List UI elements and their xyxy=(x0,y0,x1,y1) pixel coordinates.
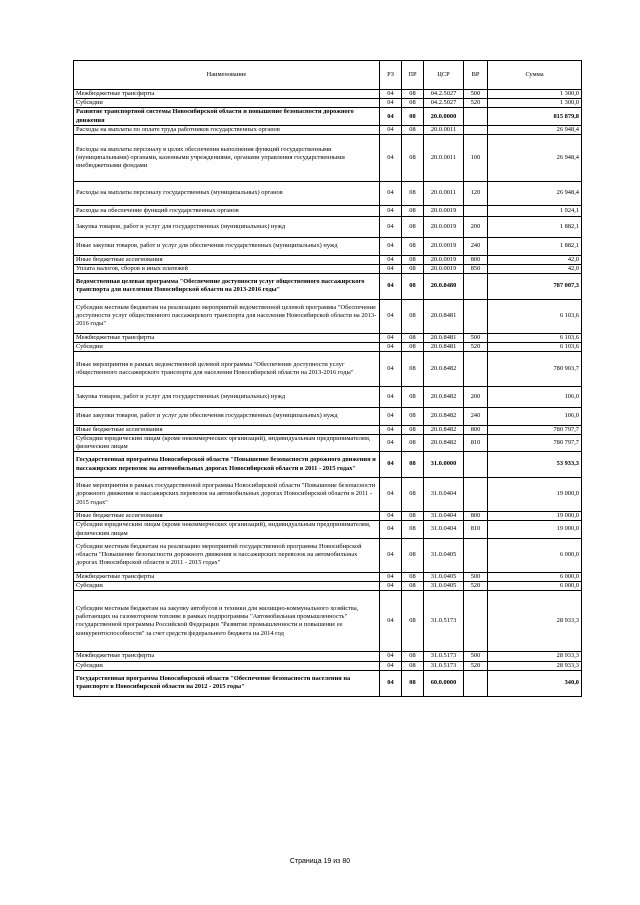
cell-rz: 04 xyxy=(380,408,402,425)
cell-csr: 20.0.0011 xyxy=(424,181,464,205)
cell-sum: 780 797,7 xyxy=(488,434,582,451)
cell-csr: 31.0.0404 xyxy=(424,477,464,511)
cell-vr: 120 xyxy=(464,181,488,205)
cell-csr: 20.0.0019 xyxy=(424,216,464,238)
cell-name: Закупка товаров, работ и услуг для государственных (муниципальных) нужд xyxy=(74,386,380,408)
cell-csr: 20.0.8480 xyxy=(424,273,464,299)
cell-vr: 800 xyxy=(464,255,488,264)
table-header-row xyxy=(74,61,582,90)
table-row xyxy=(74,125,582,134)
header-name: Наименование xyxy=(74,61,380,90)
cell-rz: 04 xyxy=(380,572,402,581)
cell-csr: 31.0.0404 xyxy=(424,512,464,521)
cell-pr: 08 xyxy=(402,99,424,108)
cell-rz: 04 xyxy=(380,434,402,451)
table-row xyxy=(74,216,582,238)
cell-sum: 1 300,0 xyxy=(488,90,582,99)
cell-pr: 08 xyxy=(402,582,424,591)
cell-pr: 08 xyxy=(402,408,424,425)
table-row xyxy=(74,90,582,99)
cell-pr: 08 xyxy=(402,238,424,255)
cell-csr: 31.0.5173 xyxy=(424,652,464,661)
cell-name: Иные бюджетные ассигнования xyxy=(74,512,380,521)
cell-name: Развитие транспортной системы Новосибирской области и повышение безопасности дорожного движения xyxy=(74,108,380,125)
cell-pr: 08 xyxy=(402,181,424,205)
table-row xyxy=(74,352,582,386)
cell-sum: 1 924,1 xyxy=(488,205,582,216)
cell-vr xyxy=(464,452,488,478)
cell-vr: 500 xyxy=(464,333,488,342)
cell-csr: 04.2.5027 xyxy=(424,90,464,99)
cell-pr: 08 xyxy=(402,343,424,352)
cell-sum: 815 879,8 xyxy=(488,108,582,125)
cell-name: Межбюджетные трансферты xyxy=(74,333,380,342)
cell-pr: 08 xyxy=(402,352,424,386)
table-row xyxy=(74,299,582,333)
table-row xyxy=(74,181,582,205)
cell-sum: 26 948,4 xyxy=(488,181,582,205)
cell-sum: 26 948,4 xyxy=(488,135,582,182)
cell-vr: 200 xyxy=(464,386,488,408)
cell-rz: 04 xyxy=(380,538,402,572)
cell-sum: 6 000,0 xyxy=(488,582,582,591)
cell-sum: 53 933,3 xyxy=(488,452,582,478)
cell-sum: 340,0 xyxy=(488,670,582,696)
cell-vr: 100 xyxy=(464,135,488,182)
cell-name: Государственная программа Новосибирской области "Повышение безопасности дорожного движения и пассажирских перевозок на автомобильных дорогах Новосибирской области в 2011 - 2015 годах" xyxy=(74,452,380,478)
cell-name: Субсидии xyxy=(74,343,380,352)
cell-sum: 6 103,6 xyxy=(488,343,582,352)
cell-name: Расходы на обеспечение функций государственных органов xyxy=(74,205,380,216)
cell-pr: 08 xyxy=(402,538,424,572)
cell-vr xyxy=(464,299,488,333)
table-row xyxy=(74,661,582,670)
cell-rz: 04 xyxy=(380,477,402,511)
cell-name: Субсидии xyxy=(74,582,380,591)
cell-csr: 20.0.8481 xyxy=(424,343,464,352)
table-row xyxy=(74,264,582,273)
cell-csr: 31.0.0405 xyxy=(424,538,464,572)
cell-sum: 6 000,0 xyxy=(488,538,582,572)
cell-csr: 20.0.8481 xyxy=(424,299,464,333)
table-row xyxy=(74,99,582,108)
cell-sum: 6 103,6 xyxy=(488,299,582,333)
cell-sum: 106,0 xyxy=(488,408,582,425)
cell-name: Межбюджетные трансферты xyxy=(74,652,380,661)
cell-sum: 42,0 xyxy=(488,255,582,264)
cell-vr: 500 xyxy=(464,572,488,581)
cell-csr: 20.0.0019 xyxy=(424,255,464,264)
cell-rz: 04 xyxy=(380,352,402,386)
cell-vr: 810 xyxy=(464,521,488,538)
table-row xyxy=(74,386,582,408)
table-row xyxy=(74,108,582,125)
cell-name: Субсидии юридическим лицам (кроме некоммерческих организаций), индивидуальным предпринимателям, физическим лицам xyxy=(74,521,380,538)
cell-sum: 1 882,1 xyxy=(488,238,582,255)
cell-vr: 240 xyxy=(464,238,488,255)
cell-pr: 08 xyxy=(402,108,424,125)
cell-name: Уплата налогов, сборов и иных платежей xyxy=(74,264,380,273)
cell-rz: 04 xyxy=(380,264,402,273)
cell-sum: 780 797,7 xyxy=(488,425,582,434)
cell-vr: 520 xyxy=(464,661,488,670)
cell-pr: 08 xyxy=(402,264,424,273)
cell-rz: 04 xyxy=(380,452,402,478)
cell-csr: 20.0.0019 xyxy=(424,205,464,216)
cell-rz: 04 xyxy=(380,90,402,99)
cell-pr: 08 xyxy=(402,205,424,216)
cell-pr: 08 xyxy=(402,434,424,451)
cell-name: Субсидии местным бюджетам на закупку автобусов и техники для жилищно-коммунального хозяйства, работающих на газомоторном топливе в рамках подпрограммы "Автомобильная промышленность" государственной программы Российской Федерации "Развитие промышленности и повышение ее конкурентоспособности" за счет средств федерального бюджета на 2014 год xyxy=(74,591,380,652)
cell-csr: 04.2.5027 xyxy=(424,99,464,108)
cell-vr: 500 xyxy=(464,652,488,661)
table-row xyxy=(74,425,582,434)
cell-csr: 20.0.0011 xyxy=(424,135,464,182)
table-row xyxy=(74,205,582,216)
cell-vr: 800 xyxy=(464,425,488,434)
cell-csr: 20.0.8482 xyxy=(424,352,464,386)
cell-sum: 787 007,3 xyxy=(488,273,582,299)
cell-vr xyxy=(464,125,488,134)
cell-rz: 04 xyxy=(380,386,402,408)
cell-sum: 1 300,0 xyxy=(488,99,582,108)
cell-vr xyxy=(464,591,488,652)
table-row xyxy=(74,343,582,352)
cell-rz: 04 xyxy=(380,238,402,255)
cell-sum: 6 000,0 xyxy=(488,572,582,581)
table-row xyxy=(74,333,582,342)
cell-pr: 08 xyxy=(402,591,424,652)
cell-csr: 20.0.8482 xyxy=(424,386,464,408)
cell-name: Субсидии юридическим лицам (кроме некоммерческих организаций), индивидуальным предпринимателям, физическим лицам xyxy=(74,434,380,451)
cell-rz: 04 xyxy=(380,582,402,591)
cell-rz: 04 xyxy=(380,670,402,696)
cell-pr: 08 xyxy=(402,255,424,264)
cell-vr: 520 xyxy=(464,582,488,591)
cell-csr: 20.0.0019 xyxy=(424,238,464,255)
cell-rz: 04 xyxy=(380,652,402,661)
cell-pr: 08 xyxy=(402,135,424,182)
cell-csr: 31.0.0405 xyxy=(424,582,464,591)
cell-vr xyxy=(464,273,488,299)
cell-name: Расходы на выплаты персоналу государственных (муниципальных) органов xyxy=(74,181,380,205)
cell-sum: 26 948,4 xyxy=(488,125,582,134)
cell-name: Межбюджетные трансферты xyxy=(74,572,380,581)
budget-table xyxy=(73,60,582,697)
cell-name: Субсидии местным бюджетам на реализацию мероприятий ведомственной целевой программы "Обеспечение доступности услуг общественного пассажирского транспорта для населения Новосибирской области на 2013-2016 годы" xyxy=(74,299,380,333)
cell-rz: 04 xyxy=(380,591,402,652)
cell-rz: 04 xyxy=(380,273,402,299)
cell-vr: 800 xyxy=(464,512,488,521)
table-row xyxy=(74,512,582,521)
cell-pr: 08 xyxy=(402,661,424,670)
cell-sum: 28 933,3 xyxy=(488,652,582,661)
table-row xyxy=(74,591,582,652)
cell-rz: 04 xyxy=(380,108,402,125)
cell-vr xyxy=(464,477,488,511)
cell-rz: 04 xyxy=(380,333,402,342)
cell-sum: 28 933,3 xyxy=(488,661,582,670)
cell-sum: 780 903,7 xyxy=(488,352,582,386)
cell-csr: 20.0.8482 xyxy=(424,434,464,451)
cell-csr: 20.0.0019 xyxy=(424,264,464,273)
table-row xyxy=(74,408,582,425)
cell-pr: 08 xyxy=(402,477,424,511)
cell-rz: 04 xyxy=(380,181,402,205)
header-rz: РЗ xyxy=(380,61,402,90)
cell-name: Субсидии xyxy=(74,661,380,670)
header-pr: ПР xyxy=(402,61,424,90)
cell-rz: 04 xyxy=(380,135,402,182)
cell-name: Иные бюджетные ассигнования xyxy=(74,425,380,434)
cell-rz: 04 xyxy=(380,99,402,108)
cell-name: Иные мероприятия в рамках ведомственной целевой программы "Обеспечение доступности услуг общественного пассажирского транспорта для населения Новосибирской области на 2013-2016 годы" xyxy=(74,352,380,386)
table-row xyxy=(74,452,582,478)
page-footer: Страница 19 из 80 xyxy=(289,858,351,865)
cell-sum: 42,0 xyxy=(488,264,582,273)
cell-name: Государственная программа Новосибирской области "Обеспечение безопасности населения на транспорте в Новосибирской области на 2012 - 2015 годы" xyxy=(74,670,380,696)
cell-pr: 08 xyxy=(402,273,424,299)
cell-sum: 6 103,6 xyxy=(488,333,582,342)
cell-csr: 31.0.5173 xyxy=(424,591,464,652)
cell-rz: 04 xyxy=(380,255,402,264)
cell-name: Субсидии местным бюджетам на реализацию мероприятий государственной программы Новосибирской области "Повышение безопасности дорожного движения и пассажирских перевозок на автомобильных дорогах Новосибирской области в 2011 - 2015 годах" xyxy=(74,538,380,572)
cell-csr: 20.0.8482 xyxy=(424,408,464,425)
cell-csr: 31.0.0404 xyxy=(424,521,464,538)
cell-vr xyxy=(464,352,488,386)
cell-sum: 1 882,1 xyxy=(488,216,582,238)
cell-sum: 19 000,0 xyxy=(488,477,582,511)
cell-csr: 20.0.0011 xyxy=(424,125,464,134)
cell-rz: 04 xyxy=(380,512,402,521)
cell-name: Иные бюджетные ассигнования xyxy=(74,255,380,264)
cell-pr: 08 xyxy=(402,670,424,696)
cell-csr: 31.0.0000 xyxy=(424,452,464,478)
cell-csr: 20.0.8481 xyxy=(424,333,464,342)
cell-rz: 04 xyxy=(380,125,402,134)
cell-pr: 08 xyxy=(402,333,424,342)
cell-pr: 08 xyxy=(402,386,424,408)
cell-name: Закупка товаров, работ и услуг для государственных (муниципальных) нужд xyxy=(74,216,380,238)
cell-vr: 520 xyxy=(464,343,488,352)
cell-pr: 08 xyxy=(402,452,424,478)
cell-pr: 08 xyxy=(402,652,424,661)
cell-vr xyxy=(464,538,488,572)
cell-rz: 04 xyxy=(380,343,402,352)
table-row xyxy=(74,538,582,572)
cell-csr: 60.0.0000 xyxy=(424,670,464,696)
table-row xyxy=(74,477,582,511)
cell-csr: 31.0.5173 xyxy=(424,661,464,670)
cell-name: Иные закупки товаров, работ и услуг для обеспечения государственных (муниципальных) нужд xyxy=(74,408,380,425)
cell-pr: 08 xyxy=(402,521,424,538)
cell-name: Иные закупки товаров, работ и услуг для обеспечения государственных (муниципальных) нужд xyxy=(74,238,380,255)
cell-vr xyxy=(464,108,488,125)
cell-pr: 08 xyxy=(402,572,424,581)
table-row xyxy=(74,652,582,661)
cell-vr: 200 xyxy=(464,216,488,238)
table-row xyxy=(74,135,582,182)
cell-vr: 240 xyxy=(464,408,488,425)
cell-name: Межбюджетные трансферты xyxy=(74,90,380,99)
header-sum: Сумма xyxy=(488,61,582,90)
cell-name: Расходы на выплаты персоналу в целях обеспечения выполнения функций государственными (муниципальными) органами, казенными учреждениями, органами управления государственными внебюджетными фондами xyxy=(74,135,380,182)
cell-vr: 520 xyxy=(464,99,488,108)
cell-rz: 04 xyxy=(380,521,402,538)
cell-csr: 20.0.8482 xyxy=(424,425,464,434)
cell-pr: 08 xyxy=(402,125,424,134)
cell-pr: 08 xyxy=(402,299,424,333)
cell-pr: 08 xyxy=(402,425,424,434)
cell-csr: 31.0.0405 xyxy=(424,572,464,581)
cell-name: Субсидии xyxy=(74,99,380,108)
cell-csr: 20.0.0000 xyxy=(424,108,464,125)
cell-vr: 500 xyxy=(464,90,488,99)
cell-vr xyxy=(464,205,488,216)
header-vr: ВР xyxy=(464,61,488,90)
cell-pr: 08 xyxy=(402,512,424,521)
table-row xyxy=(74,255,582,264)
cell-name: Иные мероприятия в рамках государственной программы Новосибирской области "Повышение безопасности дорожного движения и пассажирских перевозок на автомобильных дорогах Новосибирской области в 2011 - 2015 годах" xyxy=(74,477,380,511)
cell-name: Расходы на выплаты по оплате труда работников государственных органов xyxy=(74,125,380,134)
table-row xyxy=(74,670,582,696)
cell-vr: 810 xyxy=(464,434,488,451)
table-row xyxy=(74,238,582,255)
cell-sum: 106,0 xyxy=(488,386,582,408)
cell-pr: 08 xyxy=(402,216,424,238)
cell-name: Ведомственная целевая программа "Обеспечение доступности услуг общественного пассажирского транспорта для населения Новосибирской области на 2013-2016 годы" xyxy=(74,273,380,299)
table-row xyxy=(74,273,582,299)
cell-sum: 19 000,0 xyxy=(488,521,582,538)
cell-sum: 19 000,0 xyxy=(488,512,582,521)
cell-pr: 08 xyxy=(402,90,424,99)
cell-rz: 04 xyxy=(380,425,402,434)
cell-rz: 04 xyxy=(380,205,402,216)
table-row xyxy=(74,582,582,591)
cell-rz: 04 xyxy=(380,661,402,670)
cell-sum: 28 933,3 xyxy=(488,591,582,652)
header-csr: ЦСР xyxy=(424,61,464,90)
cell-rz: 04 xyxy=(380,216,402,238)
table-row xyxy=(74,572,582,581)
cell-vr: 850 xyxy=(464,264,488,273)
table-row xyxy=(74,521,582,538)
cell-rz: 04 xyxy=(380,299,402,333)
table-row xyxy=(74,434,582,451)
cell-vr xyxy=(464,670,488,696)
